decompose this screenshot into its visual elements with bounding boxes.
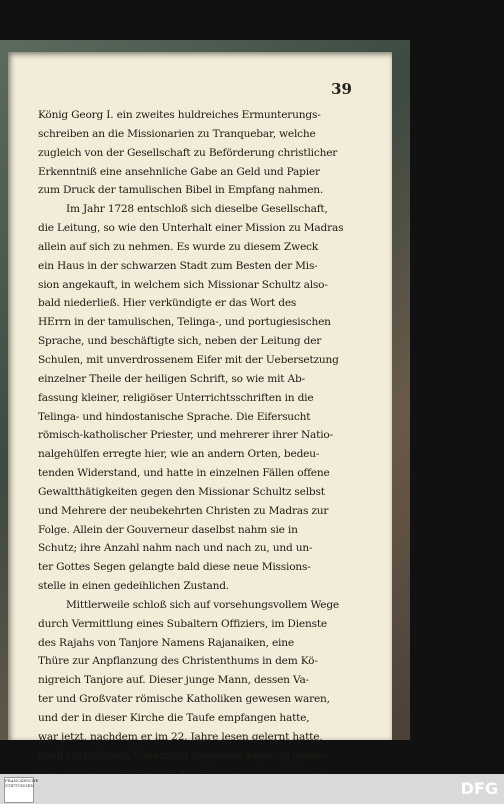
text-line: war jetzt, nachdem er im 22. Jahre lesen gelernt hatte, — [38, 730, 323, 743]
text-line: Folge. Allein der Gouverneur daselbst nahm sie in — [38, 523, 298, 536]
text-line: bald niederließ. Hier verkündigte er das Wort des — [38, 297, 297, 310]
text-line: Schutz; ihre Anzahl nahm nach und nach zu, und un- — [38, 542, 313, 555]
text-line: Gewaltthätigkeiten gegen den Missionar Schultz selbst — [38, 485, 325, 498]
text-line: tenden Widerstand, und hatte in einzelnen Fällen offene — [38, 467, 330, 480]
text-line: schreiben an die Missionarien zu Tranquebar, welche — [38, 127, 316, 140]
text-line: ter Gottes Segen gelangte bald diese neue Missions- — [38, 561, 311, 574]
body-text — [38, 106, 351, 803]
book-page — [8, 52, 392, 762]
text-line: fassung kleiner, religiöser Unterrichtsschriften in die — [38, 391, 314, 404]
footer-bar — [0, 774, 504, 804]
text-line: römisch-katholischer Priester, und mehrerer ihrer Natio- — [38, 429, 333, 442]
text-line: und der in dieser Kirche die Taufe empfangen hatte, — [38, 712, 310, 724]
text-line: Erkenntniß eine ansehnliche Gabe an Geld und Papier — [38, 165, 320, 178]
text-line: ein Haus in der schwarzen Stadt zum Besten der Mis- — [38, 259, 318, 272]
text-line: Thüre zur Anpflanzung des Christenthums in dem Kö- — [38, 655, 318, 668]
text-line: einzelner Theile der heiligen Schrift, so wie mit Ab- — [38, 372, 305, 385]
text-line: stelle in einen gedeihlichen Zustand. — [38, 580, 229, 593]
text-line: nach christlichem Unterricht ungemein begierig gewor- — [38, 749, 329, 762]
text-line: Schulen, mit unverdrossenem Eifer mit der Uebersetzung — [38, 353, 339, 366]
text-line: Im Jahr 1728 entschloß sich dieselbe Gesellschaft, — [66, 203, 328, 216]
text-line: HErrn in der tamulischen, Telinga-, und portugiesischen — [38, 316, 331, 329]
text-line: nigreich Tanjore auf. Dieser junge Mann, dessen Va- — [38, 674, 309, 687]
text-line: zugleich von der Gesellschaft zu Beförderung christlicher — [38, 146, 338, 159]
text-line: sion angekauft, in welchem sich Missionar Schultz also- — [38, 278, 328, 291]
text-line: die Leitung, so wie den Unterhalt einer Mission zu Madras — [38, 222, 344, 235]
text-line: des Rajahs von Tanjore Namens Rajanaiken, eine — [38, 636, 294, 649]
institution-logo: FRANCKESCHE STIFTUNGEN — [4, 777, 34, 803]
text-line: Telinga- und hindostanische Sprache. Die Eifersucht — [38, 410, 311, 423]
text-line: Sprache, und beschäftigte sich, neben der Leitung der — [38, 335, 322, 348]
text-line: allein auf sich zu nehmen. Es wurde zu diesem Zweck — [38, 240, 318, 253]
page-number: 39 — [331, 80, 352, 98]
text-line: Mittlerweile schloß sich auf vorsehungsvollem Wege — [66, 598, 339, 611]
dfg-logo: DFG — [460, 779, 498, 798]
text-line: durch Vermittlung eines Subaltern Offiziers, im Dienste — [38, 617, 327, 630]
text-line: und Mehrere der neubekehrten Christen zu Madras zur — [38, 504, 329, 517]
text-line: zum Druck der tamulischen Bibel in Empfang nahmen. — [38, 184, 324, 197]
text-line: ter und Großvater römische Katholiken gewesen waren, — [38, 693, 330, 706]
text-line: nalgehülfen erregte hier, wie an andern Orten, bedeu- — [38, 448, 320, 461]
text-line: König Georg I. ein zweites huldreiches Ermunterungs- — [38, 109, 321, 121]
